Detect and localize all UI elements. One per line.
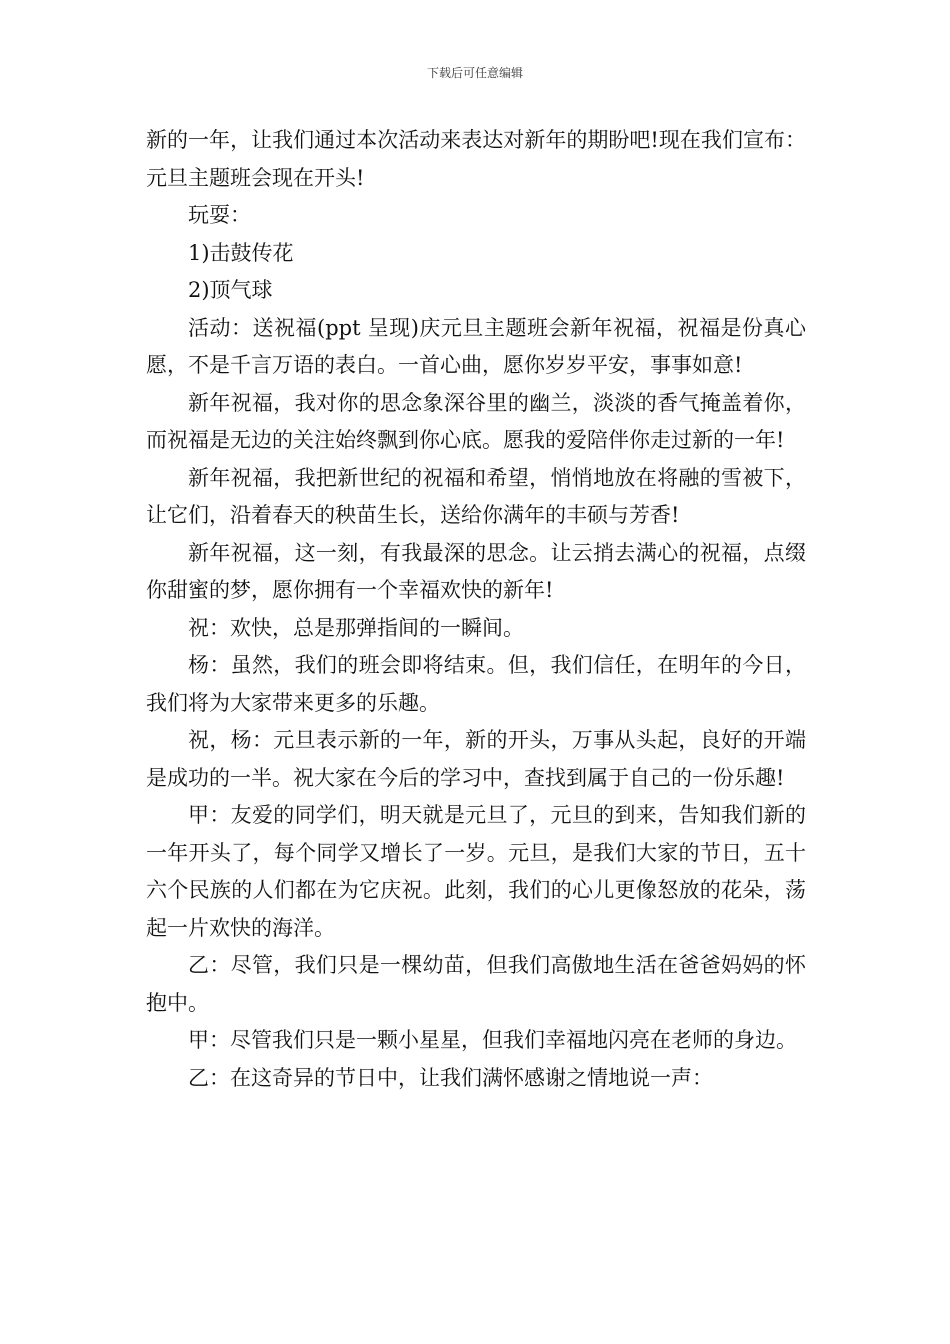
paragraph: 新年祝福，我对你的思念象深谷里的幽兰，淡淡的香气掩盖着你，而祝福是无边的关注始终飘到你心底。愿我的爱陪伴你走过新的一年! (146, 390, 806, 452)
paragraph: 新年祝福，这一刻，有我最深的思念。让云捎去满心的祝福，点缀你甜蜜的梦，愿你拥有一个幸福欢快的新年! (146, 540, 806, 602)
paragraph: 甲：友爱的同学们，明天就是元旦了，元旦的到来，告知我们新的一年开头了，每个同学又增长了一岁。元旦，是我们大家的节日，五十六个民族的人们都在为它庆祝。此刻，我们的心儿更像怒放的花朵，荡起一片欢快的海洋。 (146, 803, 806, 940)
paragraph: 新年祝福，我把新世纪的祝福和希望，悄悄地放在将融的雪被下，让它们，沿着春天的秧苗生长，送给你满年的丰硕与芳香! (146, 465, 806, 527)
paragraph: 乙：在这奇异的节日中，让我们满怀感谢之情地说一声： (188, 1065, 713, 1090)
paragraph: 甲：尽管我们只是一颗小星星，但我们幸福地闪亮在老师的身边。 (188, 1028, 797, 1052)
paragraph: 玩耍： (188, 203, 251, 227)
page-header: 下载后可任意编辑 (426, 66, 523, 80)
paragraph: 1)击鼓传花 (188, 240, 294, 265)
document-body (146, 122, 806, 1097)
paragraph: 活动：送祝福(ppt 呈现)庆元旦主题班会新年祝福，祝福是份真心愿，不是千言万语的表白。一首心曲，愿你岁岁平安，事事如意! (146, 315, 806, 377)
paragraph: 2)顶气球 (188, 278, 273, 302)
paragraph: 新的一年，让我们通过本次活动来表达对新年的期盼吧!现在我们宣布：元旦主题班会现在开头! (146, 128, 806, 190)
paragraph: 祝，杨：元旦表示新的一年，新的开头，万事从头起，良好的开端是成功的一半。祝大家在今后的学习中，查找到属于自己的一份乐趣! (146, 728, 806, 790)
paragraph: 杨：虽然，我们的班会即将结束。但，我们信任，在明年的今日，我们将为大家带来更多的乐趣。 (146, 653, 806, 715)
paragraph: 祝：欢快，总是那弹指间的一瞬间。 (188, 615, 524, 640)
paragraph: 乙：尽管，我们只是一棵幼苗，但我们高傲地生活在爸爸妈妈的怀抱中。 (146, 953, 806, 1015)
